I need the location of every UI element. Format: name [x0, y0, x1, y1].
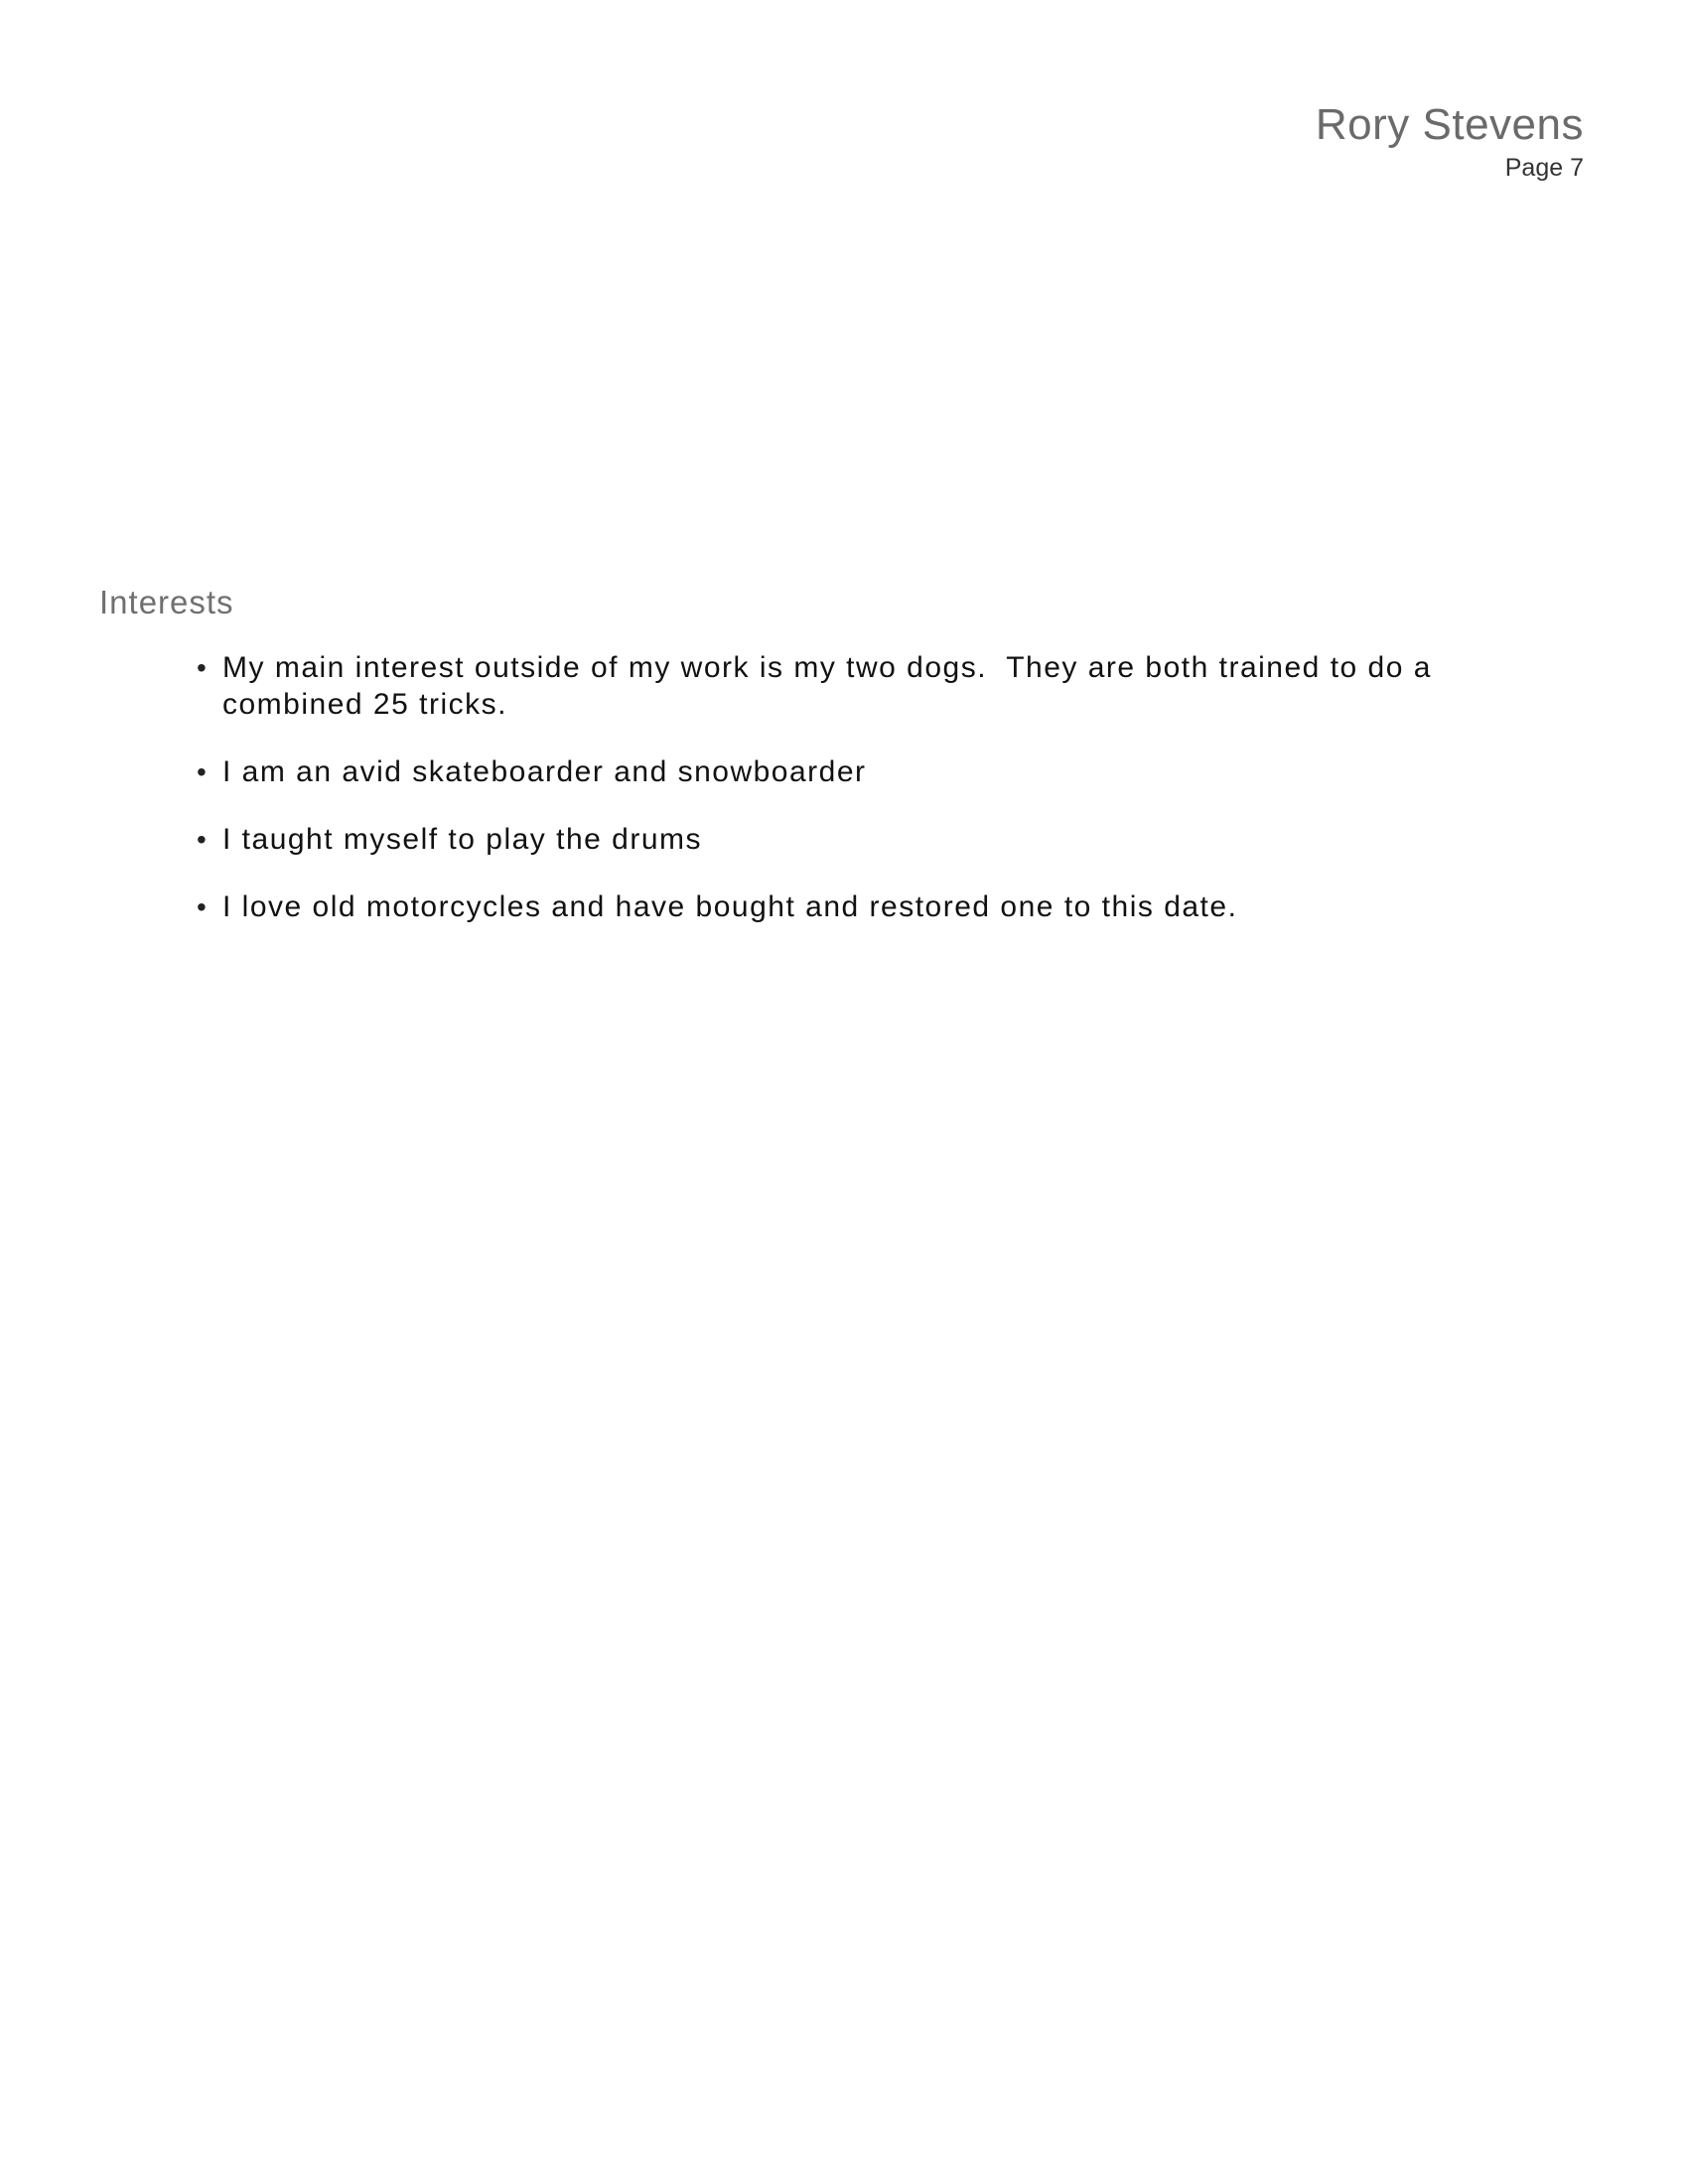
list-item-text: I am an avid skateboarder and snowboarder [222, 755, 867, 788]
page-number: Page 7 [1504, 153, 1584, 182]
list-item-text: I taught myself to play the drums [222, 823, 703, 856]
section-heading: Interests [99, 584, 234, 620]
bullet-icon: • [197, 652, 209, 683]
bullet-icon: • [197, 824, 209, 855]
list-item-text: My main interest outside of my work is my two dogs. They are both trained to do a combined 25 tricks. [222, 651, 1442, 721]
bullet-icon: • [197, 756, 209, 787]
list-item [197, 753, 1487, 790]
page-header [1316, 99, 1584, 183]
list-item-text: I love old motorcycles and have bought and restored one to this date. [222, 890, 1238, 923]
list-item [197, 649, 1487, 723]
interests-list [99, 649, 1509, 925]
interests-section [99, 584, 1509, 956]
list-item [197, 888, 1487, 925]
author-name: Rory Stevens [1315, 100, 1584, 149]
list-item [197, 821, 1487, 858]
bullet-icon: • [197, 891, 209, 922]
